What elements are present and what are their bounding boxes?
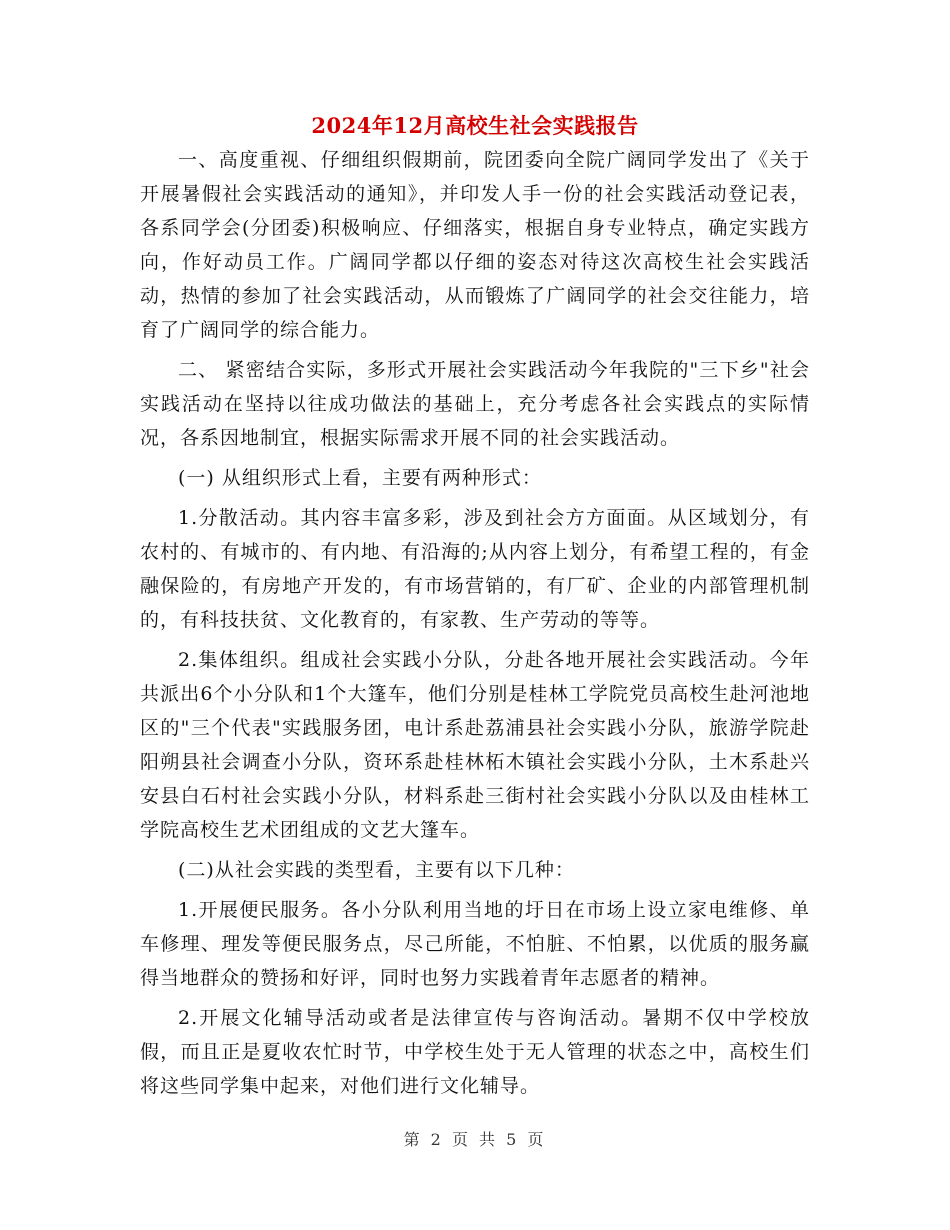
document-body — [140, 143, 810, 1109]
page-title: 2024年12月高校生社会实践报告 — [311, 113, 639, 138]
paragraph-1: 一、高度重视、仔细组织假期前，院团委向全院广阔同学发出了《关于开展暑假社会实践活动的通知》，并印发人手一份的社会实践活动登记表，各系同学会(分团委)积极响应、仔细落实，根据自身专业特点，确定实践方向，作好动员工作。广阔同学都以仔细的姿态对待这次高校生社会实践活动，热情的参加了社会实践活动，从而锻炼了广阔同学的社会交往能力，培育了广阔同学的综合能力。 — [140, 149, 810, 341]
page-number-footer: 第 2 页 共 5 页 — [403, 1130, 547, 1149]
paragraph-3: (一) 从组织形式上看，主要有两种形式： — [178, 467, 542, 489]
paragraph-6: (二)从社会实践的类型看，主要有以下几种： — [178, 859, 575, 881]
paragraph-8: 2.开展文化辅导活动或者是法律宣传与咨询活动。暑期不仅中学校放假，而且正是夏收农忙时节，中学校生处于无人管理的状态之中，高校生们将这些同学集中起来，对他们进行文化辅导。 — [140, 1007, 810, 1097]
paragraph-4: 1.分散活动。其内容丰富多彩，涉及到社会方方面面。从区域划分，有农村的、有城市的、有内地、有沿海的;从内容上划分，有希望工程的，有金融保险的，有房地产开发的，有市场营销的，有厂矿、企业的内部管理机制的，有科技扶贫、文化教育的，有家教、生产劳动的等等。 — [140, 507, 810, 631]
paragraph-2: 二、 紧密结合实际，多形式开展社会实践活动今年我院的"三下乡"社会实践活动在坚持以往成功做法的基础上，充分考虑各社会实践点的实际情况，各系因地制宜，根据实际需求开展不同的社会实践活动。 — [140, 359, 810, 449]
paragraph-7: 1.开展便民服务。各小分队利用当地的圩日在市场上设立家电维修、单车修理、理发等便民服务点，尽己所能，不怕脏、不怕累，以优质的服务赢得当地群众的赞扬和好评，同时也努力实践着青年志愿者的精神。 — [140, 899, 810, 989]
paragraph-5: 2.集体组织。组成社会实践小分队，分赴各地开展社会实践活动。今年共派出6个小分队和1个大篷车，他们分别是桂林工学院党员高校生赴河池地区的"三个代表"实践服务团，电计系赴荔浦县社会实践小分队，旅游学院赴阳朔县社会调查小分队，资环系赴桂林柘木镇社会实践小分队，土木系赴兴安县白石村社会实践小分队，材料系赴三街村社会实践小分队以及由桂林工学院高校生艺术团组成的文艺大篷车。 — [140, 649, 810, 841]
